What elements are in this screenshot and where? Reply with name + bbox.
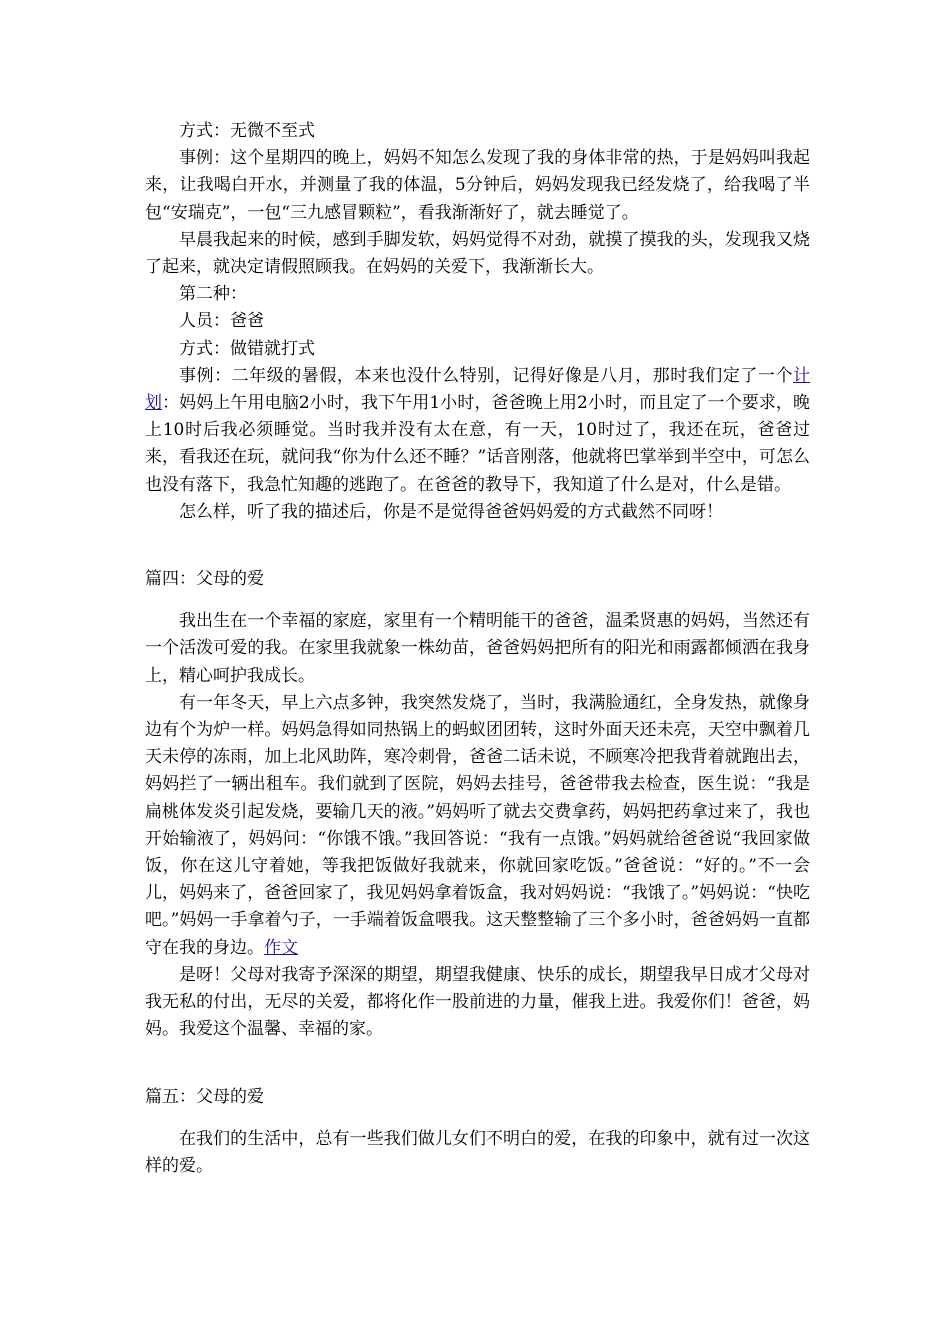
section-4-paragraph-3: 是呀！父母对我寄予深深的期望，期望我健康、快乐的成长，期望我早日成才父母对我无私的付出，无尽的关爱，都将化作一股前进的力量，催我上进。我爱你们！爸爸，妈妈。我爱这个温馨、幸福的家。 [145, 964, 810, 1040]
heading-gap [145, 593, 810, 608]
paragraph-person: 人员：爸爸 [179, 311, 264, 332]
heading-gap [145, 1111, 810, 1126]
essay-link[interactable]: 作文 [264, 937, 298, 958]
paragraph-morning: 早晨我起来的时候，感到手脚发软，妈妈觉得不对劲，就摸了摸我的头，发现我又烧了起来，就决定请假照顾我。在妈妈的关爱下，我渐渐长大。 [145, 229, 810, 278]
paragraph-example-1: 事例：这个星期四的晚上，妈妈不知怎么发现了我的身体非常的热，于是妈妈叫我起来，让我喝白开水，并测量了我的体温，5分钟后，妈妈发现我已经发烧了，给我喝了半包“安瑞克”，一包“三九感冒颗粒”，看我渐渐好了，就去睡觉了。 [145, 148, 810, 223]
section-5-title: 篇五：父母的爱 [145, 1086, 264, 1107]
section-gap [145, 526, 810, 566]
example-2-text-after: ：妈妈上午用电脑2小时，我下午用1小时，爸爸晚上用2小时，而且定了一个要求，晚上10时后我必须睡觉。当时我并没有太在意，有一天，10时过了，我还在玩，爸爸过来，看我还在玩，就问我“你为什么还不睡？”话音刚落，他就将巴掌举到半空中，可怎么也没有落下，我急忙知趣的逃跑了。在爸爸的教导下，我知道了什么是对，什么是错。 [145, 393, 810, 495]
paragraph-method-1: 方式：无微不至式 [179, 121, 315, 141]
paragraph-example-2 [145, 363, 810, 499]
section-gap [145, 1044, 810, 1084]
document-page [145, 118, 810, 1180]
section-4-paragraph-2-text: 有一年冬天，早上六点多钟，我突然发烧了，当时，我满脸通红，全身发热，就像身边有个为炉一样。妈妈急得如同热锅上的蚂蚁团团转，这时外面天还未亮，天空中飘着几天未停的冻雨，加上北风助阵，寒冷刺骨，爸爸二话未说，不顾寒冷把我背着就跑出去，妈妈拦了一辆出租车。我们就到了医院，妈妈去挂号，爸爸带我去检查，医生说：“我是扁桃体发炎引起发烧，要输几天的液。”妈妈听了就去交费拿药，妈妈把药拿过来了，我也开始输液了，妈妈问：“你饿不饿。”我回答说：“我有一点饿。”妈妈就给爸爸说“我回家做饭，你在这儿守着她，等我把饭做好我就来，你就回家吃饭。”爸爸说：“好的。”不一会儿，妈妈来了，爸爸回家了，我见妈妈拿着饭盒，我对妈妈说：“我饿了。”妈妈说：“快吃吧。”妈妈一手拿着勺子，一手端着饭盒喂我。这天整整输了三个多小时，爸爸妈妈一直都守在我的身边。 [145, 692, 810, 958]
paragraph-method-2: 方式：做错就打式 [179, 338, 315, 359]
section-4-title: 篇四：父母的爱 [145, 569, 264, 590]
section-4-paragraph-1: 我出生在一个幸福的家庭，家里有一个精明能干的爸爸，温柔贤惠的妈妈，当然还有一个活泼可爱的我。在家里我就象一株幼苗，爸爸妈妈把所有的阳光和雨露都倾洒在我身上，精心呵护我成长。 [145, 611, 810, 686]
example-2-text-before: 事例：二年级的暑假，本来也没什么特别，记得好像是八月，那时我们定了一个 [179, 365, 793, 386]
paragraph-conclusion: 怎么样，听了我的描述后，你是不是觉得爸爸妈妈爱的方式截然不同呀！ [179, 501, 723, 522]
paragraph-second-type: 第二种： [179, 284, 247, 305]
section-4-paragraph-2 [145, 690, 810, 962]
section-5-paragraph-1: 在我们的生活中，总有一些我们做儿女们不明白的爱，在我的印象中，就有过一次这样的爱。 [145, 1128, 810, 1176]
plan-link[interactable]: 计划 [145, 365, 810, 414]
